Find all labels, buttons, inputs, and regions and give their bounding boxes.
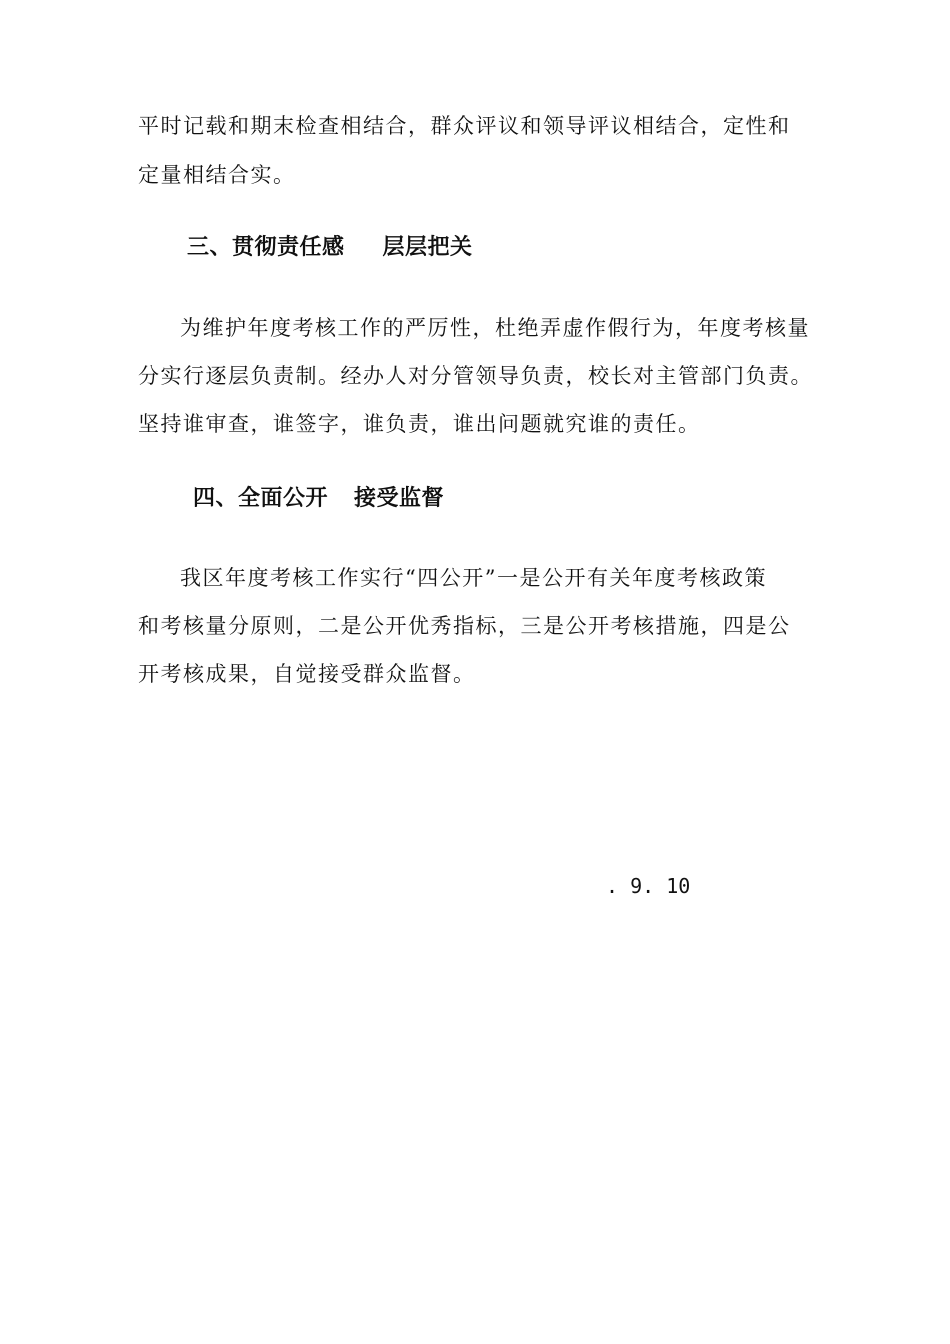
intro-line-2: 定量相结合实。: [138, 163, 296, 187]
section-4-heading-part-2: 接受监督: [354, 486, 445, 511]
section-3-heading-part-1: 三、贯彻责任感: [187, 235, 345, 260]
section-3-line-1: 为维护年度考核工作的严厉性，杜绝弄虚作假行为，年度考核量: [180, 316, 810, 340]
intro-line-1: 平时记载和期末检查相结合，群众评议和领导评议相结合，定性和: [138, 114, 791, 138]
section-3-line-2: 分实行逐层负责制。经办人对分管领导负责，校长对主管部门负责。: [138, 364, 813, 388]
section-4-line-2: 和考核量分原则，二是公开优秀指标，三是公开考核措施，四是公: [138, 614, 791, 638]
section-4-line-1: 我区年度考核工作实行“四公开”一是公开有关年度考核政策: [180, 566, 767, 590]
section-4-heading-part-1: 四、全面公开: [193, 486, 329, 511]
section-4-line-3: 开考核成果，自觉接受群众监督。: [138, 662, 476, 686]
section-3-line-3: 坚持谁审查，谁签字，谁负责，谁出问题就究谁的责任。: [138, 412, 701, 436]
section-3-heading-part-2: 层层把关: [382, 235, 473, 260]
document-date: . 9. 10: [606, 874, 691, 898]
section-3-heading: [187, 233, 473, 263]
section-4-heading: [193, 484, 444, 514]
